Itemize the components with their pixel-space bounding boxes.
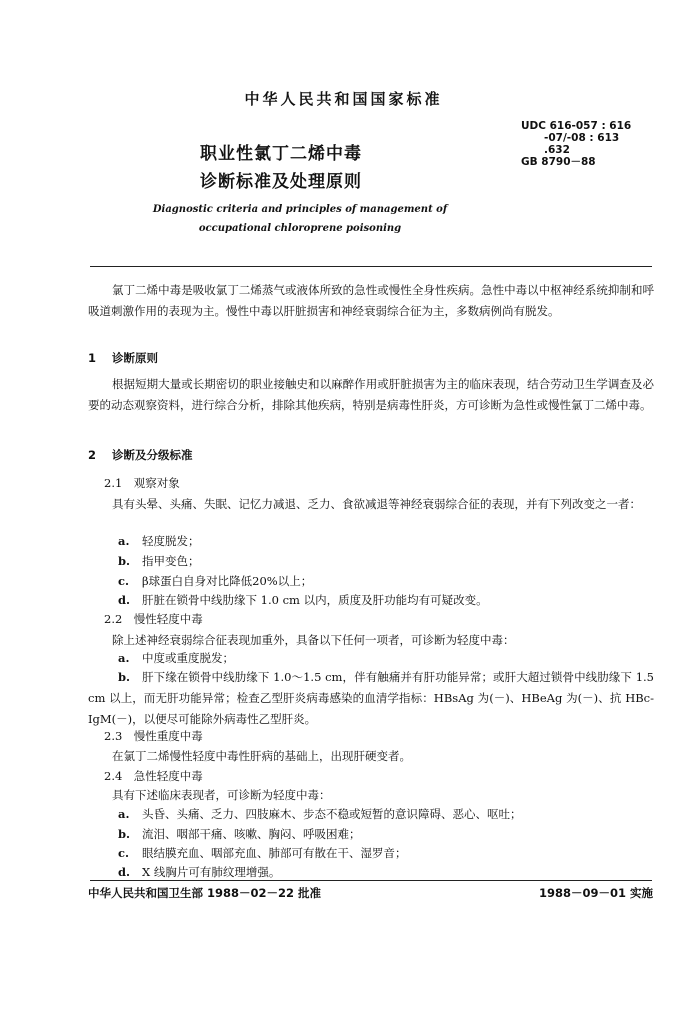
list-item: a. 中度或重度脱发； <box>118 651 234 665</box>
list-item: d. 肝脏在锁骨中线肋缘下 1.0 cm 以内，质度及肝功能均有可疑改变。 <box>118 593 488 607</box>
approval-info: 中华人民共和国卫生部 1988－02－22 批准 <box>88 886 322 900</box>
standard-header: 中华人民共和国国家标准 <box>244 90 443 108</box>
footer-divider <box>90 880 652 881</box>
section-1-heading <box>88 350 158 366</box>
subsection-2-2-text: 除上述神经衰弱综合征表现加重外，具备以下任何一项者，可诊断为轻度中毒： <box>112 633 515 647</box>
section-1-title: 诊断原则 <box>112 351 159 365</box>
document-title <box>200 140 362 196</box>
list-item: a. 头昏、头痛、乏力、四肢麻木、步态不稳或短暂的意识障碍、恶心、呕吐； <box>118 807 522 821</box>
english-title-line-1: Diagnostic criteria and principles of management of <box>152 204 448 215</box>
section-2-heading <box>88 447 193 463</box>
subsection-2-2-heading: 2.2 慢性轻度中毒 <box>104 612 203 626</box>
subsection-2-1-heading: 2.1 观察对象 <box>104 476 180 490</box>
section-2-title: 诊断及分级标准 <box>112 448 193 462</box>
list-item-long: b. 肝下缘在锁骨中线肋缘下 1.0～1.5 cm，伴有触痛并有肝功能异常；或肝大超过锁骨中线肋缘下 1.5 cm 以上，而无肝功能异常；检查乙型肝炎病毒感染的血清学指标：HBsAg 为(－)、HBeAg 为(－)、抗 HBc-IgM(－)，以便尽可能除外病毒性乙型肝炎。 <box>88 670 654 726</box>
title-line-1: 职业性氯丁二烯中毒 <box>200 144 362 164</box>
list-item: d. X 线胸片可有肺纹理增强。 <box>118 865 281 879</box>
gb-number: GB 8790－88 <box>521 156 596 168</box>
section-1-number: 1 <box>88 351 97 365</box>
intro-paragraph: 氯丁二烯中毒是吸收氯丁二烯蒸气或液体所致的急性或慢性全身性疾病。急性中毒以中枢神经系统抑制和呼吸道刺激作用的表现为主。慢性中毒以肝脏损害和神经衰弱综合征为主，多数病例尚有脱发。 <box>88 283 654 318</box>
section-2-number: 2 <box>88 448 97 462</box>
subsection-2-1-text: 具有头晕、头痛、失眠、记忆力减退、乏力、食欲减退等神经衰弱综合征的表现，并有下列改变之一者： <box>112 497 641 511</box>
udc-line-1: UDC 616-057 : 616 <box>521 120 632 132</box>
udc-code-block <box>516 120 676 168</box>
list-item: c. 眼结膜充血、咽部充血、肺部可有散在干、湿罗音； <box>118 846 407 860</box>
title-line-2: 诊断标准及处理原则 <box>200 172 362 192</box>
subsection-2-3-text: 在氯丁二烯慢性轻度中毒性肝病的基础上，出现肝硬变者。 <box>112 749 411 763</box>
list-item: c. β球蛋白自身对比降低20%以上； <box>118 574 313 588</box>
implementation-date: 1988－09－01 实施 <box>538 886 653 900</box>
english-title-line-2: occupational chloroprene poisoning <box>198 223 402 234</box>
udc-line-3: .632 <box>544 144 570 156</box>
list-item: b. 流泪、咽部干痛、咳嗽、胸闷、呼吸困难； <box>118 827 361 841</box>
subsection-2-4-text: 具有下述临床表现者，可诊断为轻度中毒： <box>112 788 331 802</box>
list-item: a. 轻度脱发； <box>118 534 200 548</box>
subsection-2-3-heading: 2.3 慢性重度中毒 <box>104 729 203 743</box>
udc-line-2: -07/-08 : 613 <box>544 132 620 144</box>
top-divider <box>90 266 652 267</box>
list-item: b. 指甲变色； <box>118 554 200 568</box>
english-title <box>0 200 600 238</box>
subsection-2-4-heading: 2.4 急性轻度中毒 <box>104 769 203 783</box>
section-1-text: 根据短期大量或长期密切的职业接触史和以麻醉作用或肝脏损害为主的临床表现，结合劳动卫生学调查及必要的动态观察资料，进行综合分析，排除其他疾病，特别是病毒性肝炎，方可诊断为急性或慢性氯丁二烯中毒。 <box>88 377 654 412</box>
